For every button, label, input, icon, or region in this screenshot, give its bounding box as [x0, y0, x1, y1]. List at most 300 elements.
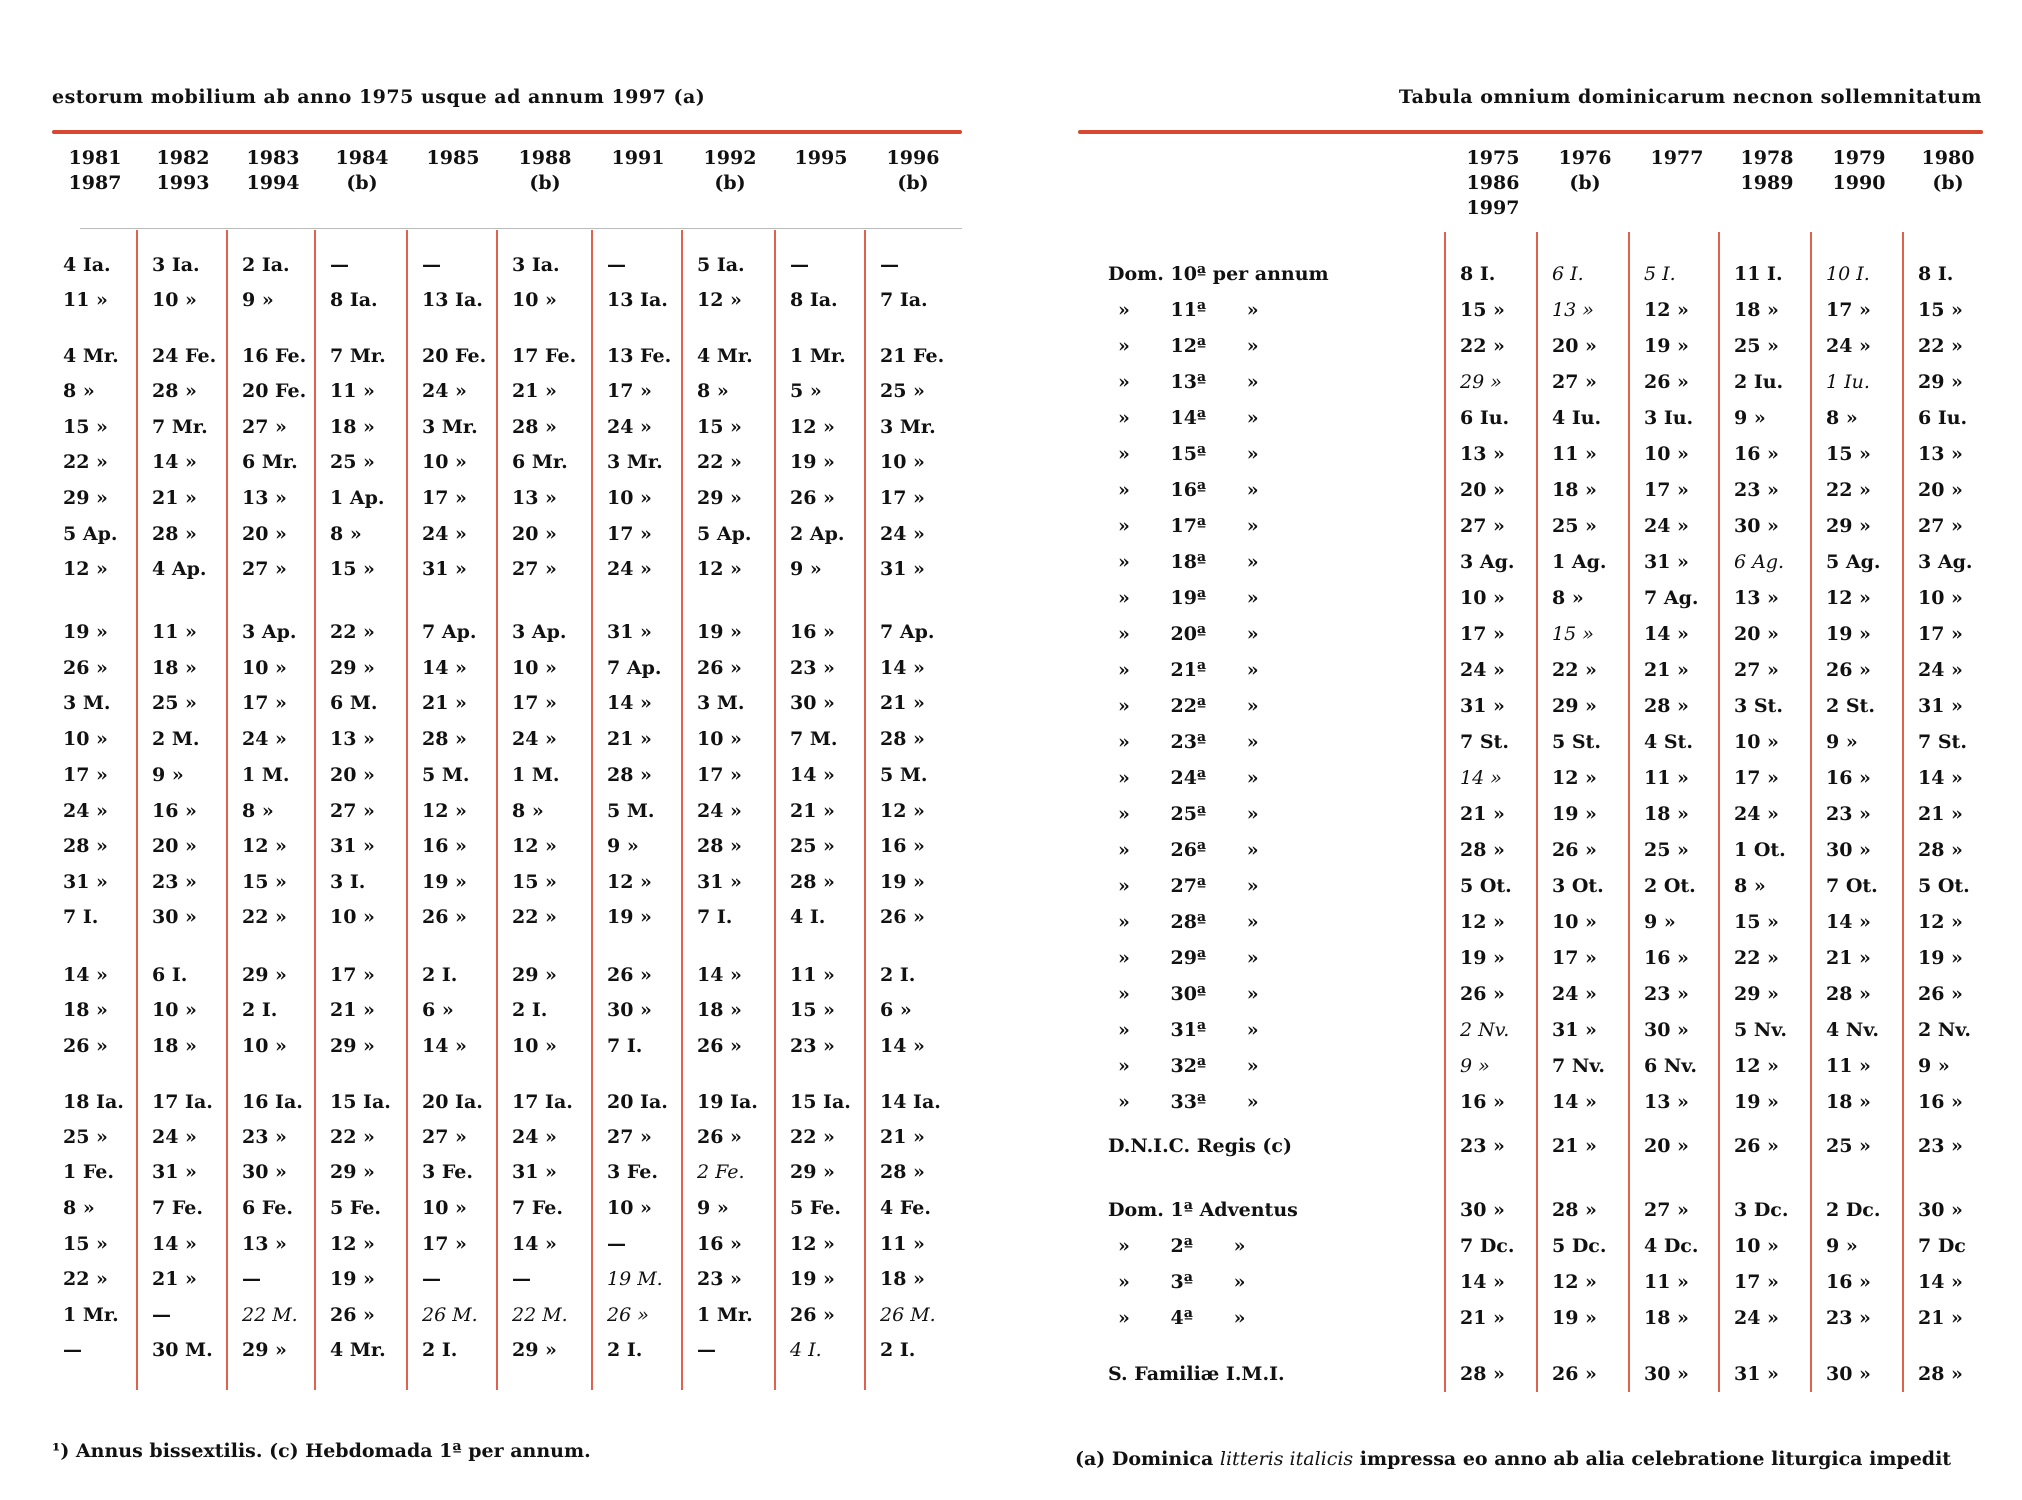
left-cell: 30 » [607, 999, 652, 1021]
right-cell: 17 » [1460, 623, 1505, 645]
left-cell: 4 Mr. [330, 1339, 386, 1361]
right-cell: 29 » [1918, 371, 1963, 393]
right-cell: 12 » [1644, 299, 1689, 321]
right-cell: 19 » [1644, 335, 1689, 357]
right-col-header-year2: 1989 [1740, 172, 1794, 194]
left-cell: 11 » [63, 289, 108, 311]
left-cell: 21 » [152, 1268, 197, 1290]
right-col-divider [1444, 232, 1446, 1392]
left-cell: 28 » [422, 728, 467, 750]
left-cell: 22 » [242, 906, 287, 928]
left-cell: 19 » [697, 621, 742, 643]
right-row-label: » 32ª » [1118, 1055, 1259, 1077]
left-cell: — [422, 1268, 441, 1290]
left-cell: 17 » [242, 692, 287, 714]
right-row-label: » 27ª » [1118, 875, 1259, 897]
right-cell: 17 » [1826, 299, 1871, 321]
right-cell: 22 » [1552, 659, 1597, 681]
left-cell: 19 » [880, 871, 925, 893]
left-cell: 17 » [422, 487, 467, 509]
right-cell: 13 » [1552, 299, 1594, 321]
right-cell: 8 I. [1460, 263, 1496, 285]
left-cell: 8 Ia. [330, 289, 378, 311]
right-cell: 5 Nv. [1734, 1019, 1787, 1041]
left-cell: 22 » [330, 1126, 375, 1148]
right-cell: 2 Ot. [1644, 875, 1696, 897]
left-cell: 15 Ia. [790, 1091, 851, 1113]
left-cell: 24 » [512, 728, 557, 750]
right-cell: 26 » [1826, 659, 1871, 681]
left-cell: 17 » [880, 487, 925, 509]
right-cell: 31 » [1552, 1019, 1597, 1041]
left-col-header-year2: (b) [897, 172, 929, 194]
left-cell: 27 » [242, 558, 287, 580]
left-red-rule [52, 130, 962, 134]
left-cell: 14 » [512, 1233, 557, 1255]
right-cell: 21 » [1918, 803, 1963, 825]
left-cell: 18 » [697, 999, 742, 1021]
left-cell: 13 » [242, 487, 287, 509]
right-cell: 28 » [1460, 839, 1505, 861]
right-cell: 28 » [1826, 983, 1871, 1005]
left-cell: 5 Fe. [790, 1197, 841, 1219]
left-col-header-year: 1981 [68, 147, 122, 169]
right-cell: 10 » [1460, 587, 1505, 609]
right-cell: 3 Dc. [1734, 1199, 1789, 1221]
left-cell: 2 Ap. [790, 523, 845, 545]
right-cell: 28 » [1460, 1363, 1505, 1385]
right-col-header-year: 1978 [1740, 147, 1794, 169]
left-cell: 7 Mr. [152, 416, 208, 438]
left-cell: 2 Ia. [242, 254, 290, 276]
left-cell: 7 Ap. [880, 621, 935, 643]
left-col-header-1996 [868, 146, 958, 196]
left-cell: 29 » [242, 964, 287, 986]
left-cell: 13 » [330, 728, 375, 750]
right-cell: 31 » [1460, 695, 1505, 717]
right-col-header-year: 1977 [1650, 147, 1704, 169]
right-cell: 10 I. [1826, 263, 1870, 285]
left-cell: 13 » [512, 487, 557, 509]
left-cell: 25 » [330, 451, 375, 473]
left-cell: 24 » [607, 558, 652, 580]
left-cell: 12 » [422, 800, 467, 822]
left-col-header-year: 1983 [246, 147, 300, 169]
right-row-label: » 12ª » [1118, 335, 1259, 357]
left-cell: 30 » [790, 692, 835, 714]
left-cell: 25 » [880, 380, 925, 402]
left-cell: 29 » [330, 1035, 375, 1057]
left-cell: 10 » [512, 657, 557, 679]
left-cell: 26 » [880, 906, 925, 928]
left-cell: — [512, 1268, 531, 1290]
left-col-header-year2: (b) [346, 172, 378, 194]
right-footnote-prefix: (a) Dominica [1075, 1448, 1220, 1470]
right-col-divider [1810, 232, 1812, 1392]
right-cell: 5 Dc. [1552, 1235, 1607, 1257]
left-cell: 16 » [152, 800, 197, 822]
right-cell: 16 » [1826, 1271, 1871, 1293]
left-cell: 17 » [512, 692, 557, 714]
left-cell: 29 » [697, 487, 742, 509]
right-cell: 4 Nv. [1826, 1019, 1879, 1041]
left-cell: 24 » [880, 523, 925, 545]
left-cell: 24 » [422, 523, 467, 545]
left-cell: 10 » [512, 1035, 557, 1057]
left-cell: 9 » [152, 764, 184, 786]
left-cell: 6 M. [330, 692, 378, 714]
left-col-header-year2 [595, 171, 681, 196]
right-cell: 30 » [1826, 839, 1871, 861]
left-cell: 17 » [607, 380, 652, 402]
left-cell: 29 » [330, 657, 375, 679]
left-cell: 26 » [790, 1304, 835, 1326]
left-col-header-year: 1988 [518, 147, 572, 169]
left-cell: 3 Mr. [422, 416, 478, 438]
left-cell: 12 » [242, 835, 287, 857]
right-col-header-year2: 1986 [1466, 172, 1520, 194]
left-cell: 28 » [880, 728, 925, 750]
left-cell: 20 Fe. [242, 380, 307, 402]
right-footnote [1075, 1448, 1951, 1470]
left-cell: 29 » [512, 1339, 557, 1361]
right-row-label: » 20ª » [1118, 623, 1259, 645]
right-cell: 31 » [1734, 1363, 1779, 1385]
left-cell: 24 » [242, 728, 287, 750]
right-cell: 12 » [1734, 1055, 1779, 1077]
right-cell: 30 » [1826, 1363, 1871, 1385]
left-cell: 4 Mr. [63, 345, 119, 367]
right-cell: 31 » [1918, 695, 1963, 717]
left-cell: 31 » [63, 871, 108, 893]
right-cell: 22 » [1918, 335, 1963, 357]
left-cell: 29 » [512, 964, 557, 986]
right-cell: 9 » [1826, 1235, 1858, 1257]
left-cell: 30 » [152, 906, 197, 928]
left-cell: 27 » [422, 1126, 467, 1148]
left-cell: — [422, 254, 441, 276]
left-cell: 15 » [63, 1233, 108, 1255]
left-cell: 2 I. [512, 999, 548, 1021]
right-cell: 24 » [1644, 515, 1689, 537]
right-col-header-year2: (b) [1569, 172, 1601, 194]
right-cell: 15 » [1460, 299, 1505, 321]
left-cell: 14 » [63, 964, 108, 986]
right-cell: 21 » [1460, 1307, 1505, 1329]
right-cell: 21 » [1552, 1135, 1597, 1157]
left-cell: 26 » [697, 657, 742, 679]
right-cell: 14 » [1460, 767, 1502, 789]
left-col-divider [864, 230, 866, 1390]
left-cell: 26 M. [880, 1304, 936, 1326]
right-row-label: » 26ª » [1118, 839, 1259, 861]
left-cell: 23 » [152, 871, 197, 893]
left-cell: 5 Ap. [697, 523, 752, 545]
left-cell: 7 I. [607, 1035, 643, 1057]
right-col-header-1976 [1542, 146, 1628, 221]
left-col-header-1981 [55, 146, 135, 196]
right-cell: 11 I. [1734, 263, 1783, 285]
left-cell: 26 M. [422, 1304, 478, 1326]
right-cell: 20 » [1734, 623, 1779, 645]
left-cell: 1 Mr. [790, 345, 846, 367]
left-cell: 27 » [330, 800, 375, 822]
left-cell: 18 » [63, 999, 108, 1021]
right-cell: 17 » [1734, 1271, 1779, 1293]
left-cell: 21 » [512, 380, 557, 402]
right-cell: 13 » [1460, 443, 1505, 465]
left-cell: 2 I. [880, 964, 916, 986]
right-cell: 2 Iu. [1734, 371, 1784, 393]
left-cell: 13 Ia. [422, 289, 483, 311]
left-cell: 22 » [330, 621, 375, 643]
left-col-header-year2: 1993 [156, 172, 210, 194]
right-cell: 9 » [1826, 731, 1858, 753]
left-cell: 10 » [880, 451, 925, 473]
left-cell: 26 » [697, 1035, 742, 1057]
right-cell: 9 » [1734, 407, 1766, 429]
right-col-header-1979 [1816, 146, 1902, 221]
right-cell: 2 St. [1826, 695, 1875, 717]
left-cell: 10 » [512, 289, 557, 311]
right-cell: 15 » [1734, 911, 1779, 933]
left-cell: 18 » [152, 657, 197, 679]
left-cell: 6 I. [152, 964, 188, 986]
left-cell: 28 » [152, 523, 197, 545]
left-cell: 9 » [697, 1197, 729, 1219]
left-col-header-1982 [140, 146, 226, 196]
left-cell: 28 » [697, 835, 742, 857]
left-cell: 10 » [242, 657, 287, 679]
left-cell: 29 » [242, 1339, 287, 1361]
left-cell: 24 » [63, 800, 108, 822]
left-cell: 20 Fe. [422, 345, 487, 367]
left-cell: 29 » [63, 487, 108, 509]
right-row-label: » 11ª » [1118, 299, 1259, 321]
right-col-header-year3 [1908, 196, 1988, 221]
right-col-header-year: 1979 [1832, 147, 1886, 169]
left-cell: 26 » [422, 906, 467, 928]
left-cell: 2 Fe. [697, 1161, 745, 1183]
right-cell: 10 » [1644, 443, 1689, 465]
left-cell: 8 » [63, 1197, 95, 1219]
left-cell: 18 Ia. [63, 1091, 124, 1113]
left-cell: 7 Mr. [330, 345, 386, 367]
left-page [0, 0, 1000, 1500]
right-col-header-year2: (b) [1932, 172, 1964, 194]
left-cell: 6 » [880, 999, 912, 1021]
left-cell: 15 » [330, 558, 375, 580]
left-cell: 14 Ia. [880, 1091, 941, 1113]
left-cell: 13 Fe. [607, 345, 672, 367]
left-cell: 3 Ap. [512, 621, 567, 643]
right-cell: 22 » [1734, 947, 1779, 969]
left-cell: 28 » [63, 835, 108, 857]
left-cell: 12 » [512, 835, 557, 857]
left-cell: 7 Fe. [152, 1197, 203, 1219]
left-cell: 5 Fe. [330, 1197, 381, 1219]
left-cell: 25 » [152, 692, 197, 714]
right-row-label: » 18ª » [1118, 551, 1259, 573]
right-row-label: Dom. 1ª Adventus [1108, 1199, 1298, 1221]
right-cell: 6 Ag. [1734, 551, 1785, 573]
left-cell: 17 Ia. [152, 1091, 213, 1113]
right-cell: 21 » [1826, 947, 1871, 969]
right-cell: 29 » [1460, 371, 1502, 393]
left-cell: 8 » [330, 523, 362, 545]
left-cell: 11 » [880, 1233, 925, 1255]
left-cell: 23 » [697, 1268, 742, 1290]
left-cell: — [152, 1304, 171, 1326]
right-cell: 19 » [1918, 947, 1963, 969]
right-cell: 25 » [1644, 839, 1689, 861]
left-col-divider [226, 230, 228, 1390]
right-cell: 8 I. [1918, 263, 1954, 285]
right-cell: 7 Ot. [1826, 875, 1878, 897]
left-cell: 1 Fe. [63, 1161, 114, 1183]
left-cell: 28 » [512, 416, 557, 438]
left-cell: 3 Ap. [242, 621, 297, 643]
right-cell: 11 » [1644, 767, 1689, 789]
right-cell: 10 » [1552, 911, 1597, 933]
left-col-header-year2 [410, 171, 496, 196]
left-cell: 20 » [330, 764, 375, 786]
left-cell: 7 Ap. [607, 657, 662, 679]
left-cell: 14 » [422, 1035, 467, 1057]
left-col-header-1992 [685, 146, 775, 196]
left-cell: 24 Fe. [152, 345, 217, 367]
left-col-header-year: 1982 [156, 147, 210, 169]
right-cell: 7 Dc [1918, 1235, 1966, 1257]
right-cell: 19 » [1552, 803, 1597, 825]
left-cell: — [880, 254, 899, 276]
left-cell: 19 » [330, 1268, 375, 1290]
right-cell: 13 » [1644, 1091, 1689, 1113]
left-cell: 17 » [330, 964, 375, 986]
right-cell: 19 » [1734, 1091, 1779, 1113]
right-cell: 3 St. [1734, 695, 1783, 717]
right-cell: 30 » [1644, 1019, 1689, 1041]
right-cell: 30 » [1734, 515, 1779, 537]
right-cell: 6 Nv. [1644, 1055, 1697, 1077]
right-cell: 22 » [1460, 335, 1505, 357]
left-cell: 7 Ia. [880, 289, 928, 311]
left-cell: 5 M. [607, 800, 655, 822]
right-row-label: » 28ª » [1118, 911, 1259, 933]
left-cell: 31 » [697, 871, 742, 893]
left-col-header-year: 1991 [611, 147, 665, 169]
left-cell: 20 » [242, 523, 287, 545]
left-cell: 21 » [330, 999, 375, 1021]
left-cell: 12 » [790, 416, 835, 438]
right-cell: 6 Iu. [1460, 407, 1510, 429]
left-cell: 24 » [512, 1126, 557, 1148]
left-cell: 15 » [790, 999, 835, 1021]
right-cell: 6 I. [1552, 263, 1584, 285]
right-cell: 8 » [1734, 875, 1766, 897]
right-row-label: » 30ª » [1118, 983, 1259, 1005]
left-cell: 26 » [790, 487, 835, 509]
right-cell: 22 » [1826, 479, 1871, 501]
right-title [1399, 86, 1982, 108]
right-cell: 9 » [1460, 1055, 1490, 1077]
left-cell: 15 » [242, 871, 287, 893]
right-cell: 11 » [1552, 443, 1597, 465]
right-row-label: » 23ª » [1118, 731, 1259, 753]
right-cell: 27 » [1460, 515, 1505, 537]
right-col-header-year: 1975 [1466, 147, 1520, 169]
left-cell: 14 » [422, 657, 467, 679]
left-cell: 25 » [63, 1126, 108, 1148]
left-cell: 22 M. [512, 1304, 568, 1326]
right-cell: 10 » [1734, 731, 1779, 753]
right-cell: 7 Nv. [1552, 1055, 1605, 1077]
right-cell: 15 » [1826, 443, 1871, 465]
left-cell: 3 Fe. [422, 1161, 473, 1183]
left-cell: 10 » [330, 906, 375, 928]
right-cell: 10 » [1734, 1235, 1779, 1257]
left-col-header-year2: (b) [714, 172, 746, 194]
right-cell: 19 » [1826, 623, 1871, 645]
left-col-header-year2 [778, 171, 864, 196]
right-cell: 28 » [1918, 1363, 1963, 1385]
right-cell: 29 » [1734, 983, 1779, 1005]
left-cell: 22 » [63, 451, 108, 473]
left-cell: 4 Mr. [697, 345, 753, 367]
left-cell: 27 » [512, 558, 557, 580]
left-cell: 26 » [63, 1035, 108, 1057]
right-footnote-suffix: impressa eo anno ab alia celebratione liturgica impedit [1353, 1448, 1952, 1470]
left-cell: 22 » [63, 1268, 108, 1290]
right-row-label: » 16ª » [1118, 479, 1259, 501]
left-cell: 12 » [330, 1233, 375, 1255]
left-col-header-1995 [778, 146, 864, 196]
left-cell: 6 Fe. [242, 1197, 293, 1219]
right-cell: 25 » [1826, 1135, 1871, 1157]
right-row-label: S. Familiæ I.M.I. [1108, 1363, 1285, 1385]
left-cell: 2 I. [422, 964, 458, 986]
right-cell: 1 Ag. [1552, 551, 1607, 573]
right-cell: 23 » [1644, 983, 1689, 1005]
right-cell: 19 » [1552, 1307, 1597, 1329]
left-cell: 21 » [880, 1126, 925, 1148]
left-cell: 12 » [697, 289, 742, 311]
left-cell: 31 » [152, 1161, 197, 1183]
right-cell: 16 » [1918, 1091, 1963, 1113]
right-cell: 20 » [1644, 1135, 1689, 1157]
right-cell: 3 Ot. [1552, 875, 1604, 897]
right-col-header-year3 [1634, 196, 1720, 221]
right-row-label: Dom. 10ª per annum [1108, 263, 1329, 285]
right-cell: 28 » [1918, 839, 1963, 861]
left-cell: 10 » [152, 999, 197, 1021]
left-cell: 3 M. [63, 692, 111, 714]
right-cell: 25 » [1734, 335, 1779, 357]
right-cell: 14 » [1918, 767, 1963, 789]
right-cell: 16 » [1826, 767, 1871, 789]
right-cell: 28 » [1552, 1199, 1597, 1221]
left-cell: 22 M. [242, 1304, 298, 1326]
right-cell: 28 » [1644, 695, 1689, 717]
right-cell: 5 Ot. [1918, 875, 1970, 897]
right-cell: 5 Ag. [1826, 551, 1881, 573]
left-cell: 4 I. [790, 1339, 822, 1361]
right-cell: 30 » [1918, 1199, 1963, 1221]
left-cell: 17 Fe. [512, 345, 577, 367]
left-cell: 6 Mr. [242, 451, 298, 473]
right-cell: 30 » [1460, 1199, 1505, 1221]
right-col-header-1978 [1724, 146, 1810, 221]
